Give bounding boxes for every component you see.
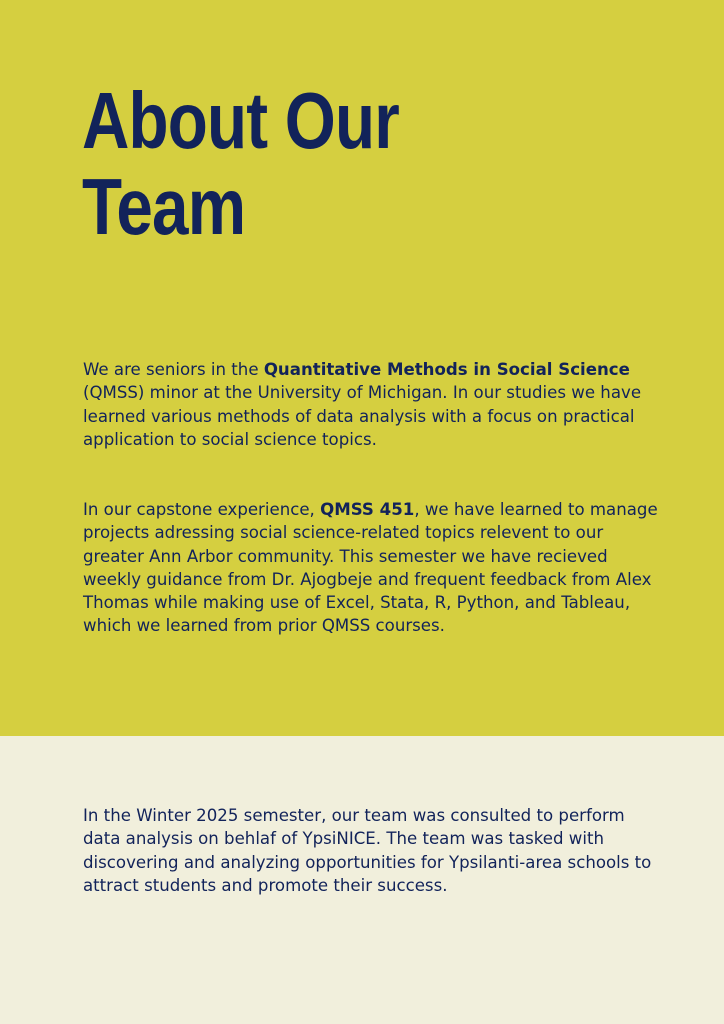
- program-name: Quantitative Methods in Social Science: [263, 360, 630, 379]
- course-code: QMSS 451: [320, 500, 415, 519]
- capstone-text-end: , we have learned to manage projects adressing social science-related topics relevent to our greater Ann Arbor community. This semester we have recieved weekly guidance from Dr. Ajogbeje and frequent feedback from Alex Thomas while making use of Excel, Stata, R, Python, and Tableau, which we learned from prior QMSS courses.: [83, 500, 658, 636]
- intro-paragraph: [83, 358, 663, 451]
- title-line-1: About Our: [82, 76, 399, 165]
- page-title: [82, 78, 399, 250]
- intro-text-end: (QMSS) minor at the University of Michigan. In our studies we have learned various methods of data analysis with a focus on practical application to social science topics.: [83, 383, 642, 449]
- title-line-2: Team: [82, 162, 246, 251]
- project-paragraph: In the Winter 2025 semester, our team was consulted to perform data analysis on behlaf of YpsiNICE. The team was tasked with discovering and analyzing opportunities for Ypsilanti-area schools to attract students and promote their success.: [83, 806, 652, 895]
- intro-text-start: We are seniors in the: [83, 360, 264, 379]
- capstone-text-start: In our capstone experience,: [83, 500, 321, 519]
- capstone-paragraph: [83, 498, 663, 638]
